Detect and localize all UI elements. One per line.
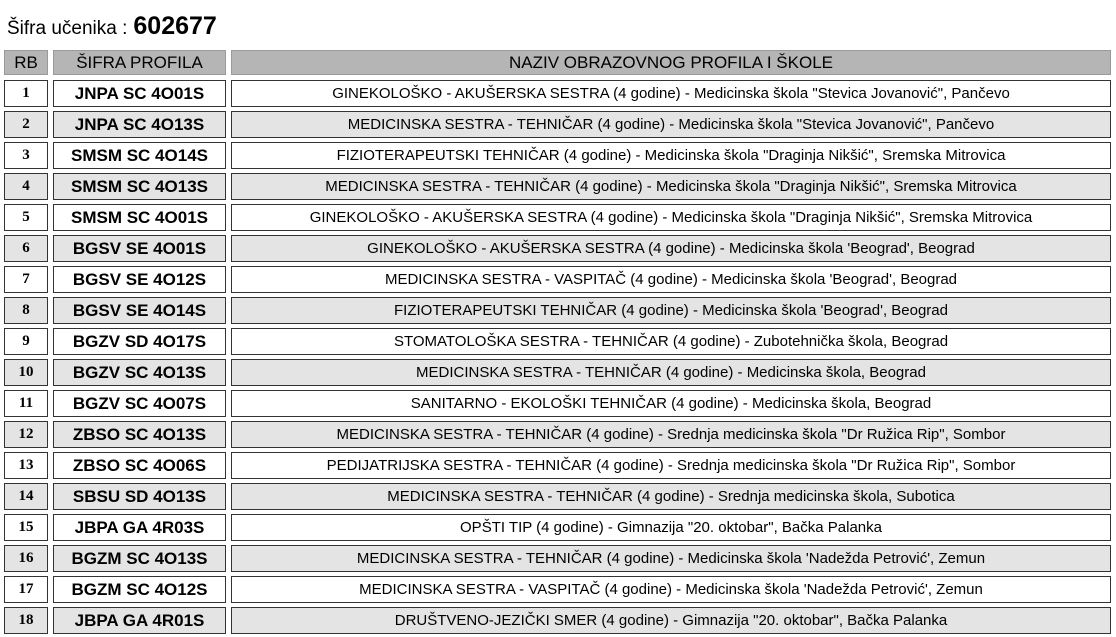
profile-name-cell: MEDICINSKA SESTRA - TEHNIČAR (4 godine) - Medicinska škola "Draginja Nikšić", Sremska Mitrovica bbox=[231, 173, 1111, 200]
column-header-profile-name: NAZIV OBRAZOVNOG PROFILA I ŠKOLE bbox=[231, 50, 1111, 75]
profile-name-cell: MEDICINSKA SESTRA - TEHNIČAR (4 godine) - Medicinska škola "Stevica Jovanović", Pančevo bbox=[231, 111, 1111, 138]
column-header-profile-code: ŠIFRA PROFILA bbox=[53, 50, 226, 75]
profile-name-cell: PEDIJATRIJSKA SESTRA - TEHNIČAR (4 godine) - Srednja medicinska škola "Dr Ružica Rip", Sombor bbox=[231, 452, 1111, 479]
profile-code-cell: BGSV SE 4O14S bbox=[53, 297, 226, 324]
row-number-cell: 16 bbox=[4, 545, 48, 572]
row-number-cell: 5 bbox=[4, 204, 48, 231]
row-number-cell: 2 bbox=[4, 111, 48, 138]
table-row bbox=[0, 605, 1116, 636]
row-number-cell: 8 bbox=[4, 297, 48, 324]
row-number-cell: 18 bbox=[4, 607, 48, 634]
table-row bbox=[0, 574, 1116, 605]
table-row bbox=[0, 388, 1116, 419]
table-row bbox=[0, 450, 1116, 481]
profile-code-cell: SMSM SC 4O01S bbox=[53, 204, 226, 231]
row-number-cell: 4 bbox=[4, 173, 48, 200]
row-number-cell: 12 bbox=[4, 421, 48, 448]
profile-name-cell: STOMATOLOŠKA SESTRA - TEHNIČAR (4 godine) - Zubotehnička škola, Beograd bbox=[231, 328, 1111, 355]
table-row bbox=[0, 481, 1116, 512]
table-row bbox=[0, 78, 1116, 109]
table-row bbox=[0, 326, 1116, 357]
table-row bbox=[0, 295, 1116, 326]
profile-code-cell: BGZM SC 4O13S bbox=[53, 545, 226, 572]
row-number-cell: 13 bbox=[4, 452, 48, 479]
profiles-table bbox=[0, 78, 1116, 636]
profile-code-cell: SMSM SC 4O13S bbox=[53, 173, 226, 200]
student-id-header bbox=[7, 12, 217, 42]
row-number-cell: 9 bbox=[4, 328, 48, 355]
profile-name-cell: FIZIOTERAPEUTSKI TEHNIČAR (4 godine) - Medicinska škola 'Beograd', Beograd bbox=[231, 297, 1111, 324]
table-row bbox=[0, 419, 1116, 450]
profile-code-cell: JNPA SC 4O01S bbox=[53, 80, 226, 107]
row-number-cell: 10 bbox=[4, 359, 48, 386]
profile-code-cell: JBPA GA 4R03S bbox=[53, 514, 226, 541]
profile-name-cell: GINEKOLOŠKO - AKUŠERSKA SESTRA (4 godine) - Medicinska škola "Stevica Jovanović", Pančevo bbox=[231, 80, 1111, 107]
profile-code-cell: BGZV SD 4O17S bbox=[53, 328, 226, 355]
profile-name-cell: FIZIOTERAPEUTSKI TEHNIČAR (4 godine) - Medicinska škola "Draginja Nikšić", Sremska Mitrovica bbox=[231, 142, 1111, 169]
table-row bbox=[0, 109, 1116, 140]
profile-name-cell: MEDICINSKA SESTRA - TEHNIČAR (4 godine) - Medicinska škola, Beograd bbox=[231, 359, 1111, 386]
table-row bbox=[0, 512, 1116, 543]
table-row bbox=[0, 233, 1116, 264]
profile-code-cell: SBSU SD 4O13S bbox=[53, 483, 226, 510]
profile-name-cell: GINEKOLOŠKO - AKUŠERSKA SESTRA (4 godine) - Medicinska škola 'Beograd', Beograd bbox=[231, 235, 1111, 262]
column-header-rb: RB bbox=[4, 50, 48, 75]
row-number-cell: 6 bbox=[4, 235, 48, 262]
profile-code-cell: JNPA SC 4O13S bbox=[53, 111, 226, 138]
profile-code-cell: BGZM SC 4O12S bbox=[53, 576, 226, 603]
profile-code-cell: SMSM SC 4O14S bbox=[53, 142, 226, 169]
profile-code-cell: BGSV SE 4O12S bbox=[53, 266, 226, 293]
profile-name-cell: SANITARNO - EKOLOŠKI TEHNIČAR (4 godine) - Medicinska škola, Beograd bbox=[231, 390, 1111, 417]
profile-code-cell: ZBSO SC 4O13S bbox=[53, 421, 226, 448]
profile-code-cell: BGZV SC 4O07S bbox=[53, 390, 226, 417]
table-row bbox=[0, 171, 1116, 202]
row-number-cell: 15 bbox=[4, 514, 48, 541]
profile-name-cell: GINEKOLOŠKO - AKUŠERSKA SESTRA (4 godine) - Medicinska škola "Draginja Nikšić", Sremska Mitrovica bbox=[231, 204, 1111, 231]
student-id-label: Šifra učenika : bbox=[7, 18, 128, 39]
profile-code-cell: BGSV SE 4O01S bbox=[53, 235, 226, 262]
row-number-cell: 17 bbox=[4, 576, 48, 603]
profile-name-cell: MEDICINSKA SESTRA - VASPITAČ (4 godine) - Medicinska škola 'Nadežda Petrović', Zemun bbox=[231, 576, 1111, 603]
table-row bbox=[0, 357, 1116, 388]
profile-code-cell: ZBSO SC 4O06S bbox=[53, 452, 226, 479]
row-number-cell: 14 bbox=[4, 483, 48, 510]
row-number-cell: 1 bbox=[4, 80, 48, 107]
profile-name-cell: DRUŠTVENO-JEZIČKI SMER (4 godine) - Gimnazija "20. oktobar", Bačka Palanka bbox=[231, 607, 1111, 634]
table-row bbox=[0, 543, 1116, 574]
profile-name-cell: MEDICINSKA SESTRA - TEHNIČAR (4 godine) - Srednja medicinska škola, Subotica bbox=[231, 483, 1111, 510]
profile-name-cell: OPŠTI TIP (4 godine) - Gimnazija "20. oktobar", Bačka Palanka bbox=[231, 514, 1111, 541]
profile-name-cell: MEDICINSKA SESTRA - TEHNIČAR (4 godine) - Srednja medicinska škola "Dr Ružica Rip", Sombor bbox=[231, 421, 1111, 448]
table-row bbox=[0, 140, 1116, 171]
table-row bbox=[0, 264, 1116, 295]
profile-name-cell: MEDICINSKA SESTRA - TEHNIČAR (4 godine) - Medicinska škola 'Nadežda Petrović', Zemun bbox=[231, 545, 1111, 572]
profile-name-cell: MEDICINSKA SESTRA - VASPITAČ (4 godine) - Medicinska škola 'Beograd', Beograd bbox=[231, 266, 1111, 293]
row-number-cell: 7 bbox=[4, 266, 48, 293]
student-id-value: 602677 bbox=[133, 12, 217, 40]
row-number-cell: 11 bbox=[4, 390, 48, 417]
table-row bbox=[0, 202, 1116, 233]
row-number-cell: 3 bbox=[4, 142, 48, 169]
profile-code-cell: JBPA GA 4R01S bbox=[53, 607, 226, 634]
profile-code-cell: BGZV SC 4O13S bbox=[53, 359, 226, 386]
